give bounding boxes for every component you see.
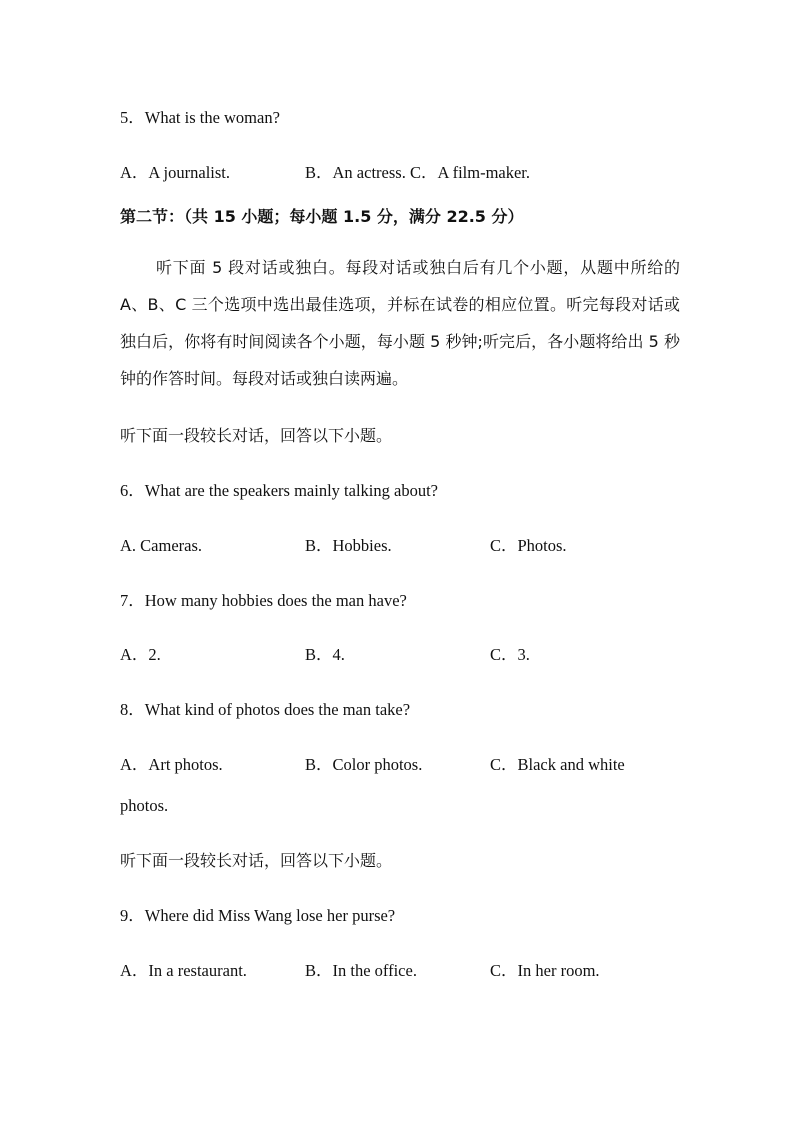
- q8-option-c: C．Black and white: [490, 755, 625, 774]
- q7-option-c: C．3.: [490, 645, 530, 664]
- question-5: 5．What is the woman?: [120, 108, 280, 127]
- q8-option-b: B．Color photos.: [305, 755, 423, 774]
- question-7: 7．How many hobbies does the man have?: [120, 591, 407, 610]
- q5-option-a: A．A journalist.: [120, 163, 230, 182]
- q5-option-b-c: B．An actress. C．A film-maker.: [305, 163, 531, 182]
- question-9: 9．Where did Miss Wang lose her purse?: [120, 906, 396, 925]
- q6-option-a: A. Cameras.: [120, 536, 203, 555]
- dialogue-intro-2: 听下面一段较长对话，回答以下小题。: [120, 851, 393, 870]
- question-6: 6．What are the speakers mainly talking about?: [120, 481, 438, 500]
- q7-option-a: A．2.: [120, 645, 161, 664]
- dialogue-intro-1: 听下面一段较长对话，回答以下小题。: [120, 426, 393, 445]
- question-8: 8．What kind of photos does the man take?: [120, 700, 411, 719]
- q9-option-c: C．In her room.: [490, 961, 600, 980]
- q9-option-b: B．In the office.: [305, 961, 417, 980]
- q6-option-b: B．Hobbies.: [305, 536, 392, 555]
- q8-option-c-continued: photos.: [120, 796, 169, 815]
- q8-option-a: A．Art photos.: [120, 755, 223, 774]
- q7-option-b: B．4.: [305, 645, 345, 664]
- section-2-instructions: 听下面 5 段对话或独白。每段对话或独白后有几个小题，从题中所给的 A、B、C 三个选项中选出最佳选项，并标在试卷的相应位置。听完每段对话或独白后，你将有时间阅读各个小题，每小题 5 秒钟;听完后，各小题将给出 5 秒钟的作答时间。每段对话或独白读两遍。: [120, 258, 680, 388]
- section-2-heading: 第二节：（共 15 小题；每小题 1.5 分，满分 22.5 分）: [120, 207, 524, 226]
- q6-option-c: C．Photos.: [490, 536, 567, 555]
- q9-option-a: A．In a restaurant.: [120, 961, 247, 980]
